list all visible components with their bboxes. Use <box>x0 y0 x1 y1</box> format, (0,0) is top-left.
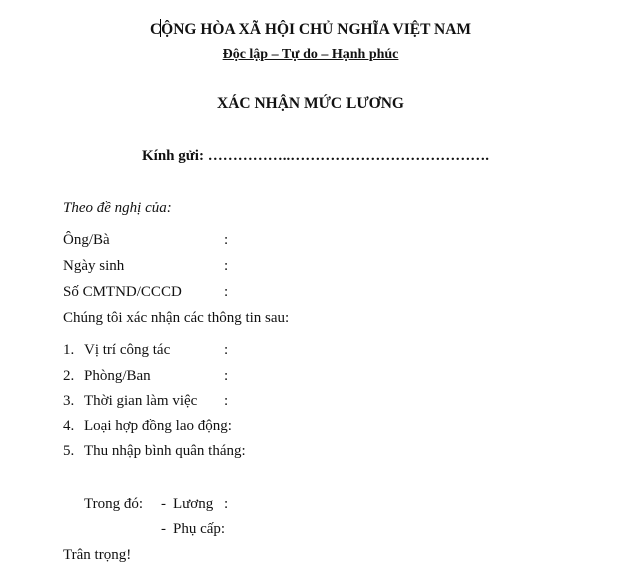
item-label: Vị trí công tác <box>84 342 171 358</box>
field-ong-ba <box>63 233 363 248</box>
item-thu-nhap <box>63 444 246 459</box>
item-number: 1. <box>63 342 75 358</box>
breakdown-bullet: - <box>161 496 166 512</box>
item-label: Loại hợp đồng lao động: <box>84 418 232 434</box>
breakdown-phu-cap <box>161 522 225 537</box>
field-cmtnd <box>63 285 363 300</box>
document-title: XÁC NHẬN MỨC LƯƠNG <box>217 95 404 112</box>
item-separator: : <box>224 368 229 384</box>
breakdown-line-label: Phụ cấp: <box>173 521 226 537</box>
breakdown-luong <box>161 497 281 512</box>
item-number: 4. <box>63 418 75 434</box>
item-number: 2. <box>63 368 75 384</box>
national-motto: Độc lập – Tự do – Hạnh phúc <box>222 47 399 62</box>
item-separator: : <box>224 393 229 409</box>
field-separator: : <box>224 232 229 248</box>
field-label: Ông/Bà <box>63 232 110 248</box>
national-title: CỘNG HÒA XÃ HỘI CHỦ NGHĨA VIỆT NAM <box>149 21 472 38</box>
item-label: Thời gian làm việc <box>84 393 198 409</box>
item-label: Phòng/Ban <box>84 368 151 384</box>
item-vi-tri <box>63 343 363 358</box>
closing-text: Trân trọng! <box>63 547 132 563</box>
recipient-label: Kính gửi: <box>142 148 204 164</box>
item-separator: : <box>224 342 229 358</box>
item-hop-dong <box>63 419 232 434</box>
field-ngay-sinh <box>63 259 363 274</box>
intro-text: Theo đề nghị của: <box>63 200 172 216</box>
field-separator: : <box>224 284 229 300</box>
breakdown-separator: : <box>224 496 229 512</box>
breakdown-bullet: - <box>161 521 166 537</box>
field-label: Ngày sinh <box>63 258 125 274</box>
item-number: 3. <box>63 393 75 409</box>
motto-wrap <box>0 47 621 62</box>
recipient-placeholder[interactable]: ……………..…………………………………. <box>207 148 489 164</box>
confirm-text: Chúng tôi xác nhận các thông tin sau: <box>63 310 290 326</box>
recipient-line <box>142 149 489 164</box>
item-thoi-gian <box>63 394 363 409</box>
breakdown-line-label: Lương <box>173 496 214 512</box>
item-phong-ban <box>63 369 363 384</box>
breakdown-label: Trong đó: <box>84 496 144 512</box>
field-separator: : <box>224 258 229 274</box>
field-label: Số CMTND/CCCD <box>63 284 182 300</box>
item-label: Thu nhập bình quân tháng: <box>84 443 246 459</box>
item-number: 5. <box>63 443 75 459</box>
